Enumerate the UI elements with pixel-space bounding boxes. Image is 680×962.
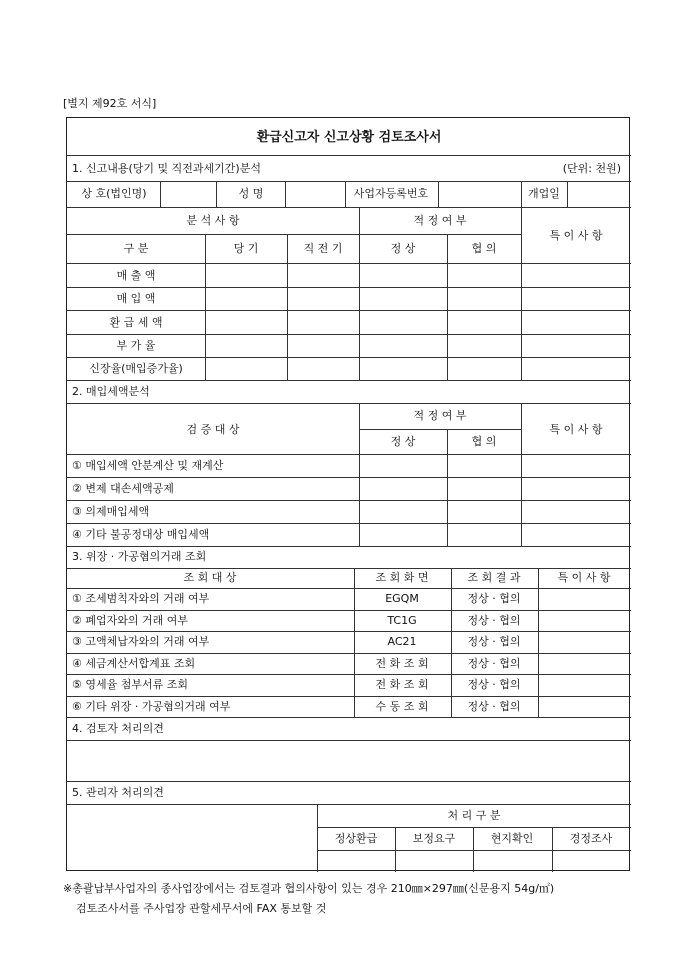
inquiry-result: 정상 · 협의	[467, 614, 521, 627]
rule	[67, 781, 631, 782]
inquiry-result: 정상 · 협의	[467, 700, 521, 713]
inquiry-result: 정상 · 협의	[467, 657, 521, 670]
rule	[67, 568, 631, 569]
rule	[67, 804, 631, 805]
rule	[67, 263, 631, 264]
rule	[521, 181, 522, 207]
rule	[67, 588, 631, 589]
section2-heading: 2. 매입세액분석	[72, 385, 150, 398]
rule	[567, 181, 568, 207]
rule	[67, 287, 631, 288]
row-label: 매 입 액	[116, 292, 156, 305]
verification-item: ③ 의제매입세액	[72, 505, 150, 518]
remarks-header: 특 이 사 항	[549, 423, 603, 436]
process-category-header: 처 리 구 분	[447, 809, 501, 822]
representative-label: 성 명	[238, 187, 264, 200]
rule	[451, 568, 452, 717]
rule	[67, 181, 631, 182]
unit-label: (단위: 천원)	[562, 162, 621, 175]
rule	[317, 850, 631, 851]
row-label: 신장율(매입증가율)	[89, 362, 183, 375]
option-field-check: 현지확인	[490, 832, 534, 845]
open-date-label: 개업일	[528, 187, 560, 200]
section4-heading: 4. 검토자 처리의견	[72, 722, 164, 735]
rule	[473, 827, 474, 872]
rule	[67, 334, 631, 335]
row-label: 부 가 율	[116, 339, 156, 352]
rule	[67, 546, 631, 547]
remarks-header: 특 이 사 항	[549, 229, 603, 242]
rule	[552, 827, 553, 872]
company-name-label: 상 호(법인명)	[81, 187, 147, 200]
rule	[67, 357, 631, 358]
inquiry-screen: TC1G	[387, 614, 417, 627]
rule	[67, 674, 631, 675]
footnote-line1: ※총괄납부사업자의 종사업장에서는 검토결과 협의사항이 있는 경우 210㎜×297㎜(신문용지 54g/㎡)	[63, 882, 555, 895]
verification-item: ④ 기타 불공정대상 매입세액	[72, 528, 210, 541]
rule	[216, 181, 217, 207]
inquiry-target: ① 조세범칙자와의 거래 여부	[72, 592, 210, 605]
rule	[354, 568, 355, 717]
category-header: 구 분	[123, 242, 149, 255]
normal-header: 정 상	[390, 435, 416, 448]
rule	[67, 403, 631, 404]
consult-header: 협 의	[471, 242, 497, 255]
registration-number-label: 사업자등록번호	[353, 187, 429, 200]
inquiry-screen: AC21	[387, 635, 417, 648]
normal-header: 정 상	[390, 242, 416, 255]
rule	[67, 696, 631, 697]
rule	[447, 429, 448, 546]
inquiry-target-header: 조 회 대 상	[183, 571, 237, 584]
verification-item: ② 변제 대손세액공제	[72, 482, 174, 495]
inquiry-result: 정상 · 협의	[467, 678, 521, 691]
rule	[67, 477, 631, 478]
consult-header: 협 의	[471, 435, 497, 448]
row-label: 환 급 세 액	[109, 316, 163, 329]
inquiry-target: ⑥ 기타 위장 · 가공혐의거래 여부	[72, 700, 231, 713]
rule	[438, 181, 439, 207]
inquiry-result: 정상 · 협의	[467, 635, 521, 648]
current-period-header: 당 기	[233, 242, 259, 255]
inquiry-result: 정상 · 협의	[467, 592, 521, 605]
section1-heading: 1. 신고내용(당기 및 직전과세기간)분석	[72, 162, 261, 175]
rule	[67, 610, 631, 611]
rule	[67, 631, 631, 632]
rule	[345, 181, 346, 207]
inquiry-screen: 전 화 조 회	[375, 657, 429, 670]
adequacy-header: 적 정 여 부	[413, 409, 467, 422]
option-correction-audit: 경정조사	[569, 832, 613, 845]
section3-heading: 3. 위장 · 가공혐의거래 조회	[72, 550, 207, 563]
inquiry-target: ③ 고액체납자와의 거래 여부	[72, 635, 210, 648]
inquiry-screen-header: 조 회 화 면	[375, 571, 429, 584]
inquiry-result-header: 조 회 결 과	[467, 571, 521, 584]
rule	[67, 523, 631, 524]
rule	[317, 827, 631, 828]
footnote-line2: 검토조사서를 주사업장 관할세무서에 FAX 통보할 것	[76, 902, 327, 915]
rule	[521, 403, 522, 546]
inquiry-target: ④ 세금계산서합계표 조회	[72, 657, 196, 670]
inquiry-screen: 전 화 조 회	[375, 678, 429, 691]
inquiry-target: ② 폐업자와의 거래 여부	[72, 614, 188, 627]
rule	[67, 500, 631, 501]
rule	[359, 403, 360, 546]
rule	[447, 234, 448, 380]
verification-item: ① 매입세액 안분계산 및 재계산	[72, 459, 224, 472]
analysis-header: 분 석 사 항	[186, 214, 240, 227]
adequacy-header: 적 정 여 부	[413, 214, 467, 227]
rule	[160, 181, 161, 207]
rule	[359, 429, 521, 430]
form-label: [별지 제92호 서식]	[63, 97, 157, 110]
section5-heading: 5. 관리자 처리의견	[72, 786, 164, 799]
rule	[67, 717, 631, 718]
rule	[67, 380, 631, 381]
inquiry-target: ⑤ 영세율 첨부서류 조회	[72, 678, 188, 691]
remarks-header: 특 이 사 항	[557, 571, 611, 584]
option-correction-request: 보정요구	[412, 832, 456, 845]
inquiry-screen: EGQM	[385, 592, 419, 605]
row-label: 매 출 액	[116, 269, 156, 282]
inquiry-screen: 수 동 조 회	[375, 700, 429, 713]
rule	[287, 234, 288, 380]
rule	[67, 234, 521, 235]
rule	[521, 207, 522, 380]
rule	[67, 740, 631, 741]
form-title: 환급신고자 신고상황 검토조사서	[256, 130, 442, 145]
rule	[538, 568, 539, 717]
rule	[67, 155, 631, 156]
previous-period-header: 직 전 기	[303, 242, 343, 255]
verification-target-header: 검 증 대 상	[186, 423, 240, 436]
rule	[205, 234, 206, 380]
rule	[359, 207, 360, 380]
option-normal-refund: 정상환급	[334, 832, 378, 845]
rule	[67, 310, 631, 311]
rule	[67, 653, 631, 654]
rule	[67, 454, 631, 455]
rule	[395, 827, 396, 872]
rule	[67, 207, 631, 208]
rule	[317, 804, 318, 872]
rule	[285, 181, 286, 207]
review-form	[66, 117, 630, 871]
